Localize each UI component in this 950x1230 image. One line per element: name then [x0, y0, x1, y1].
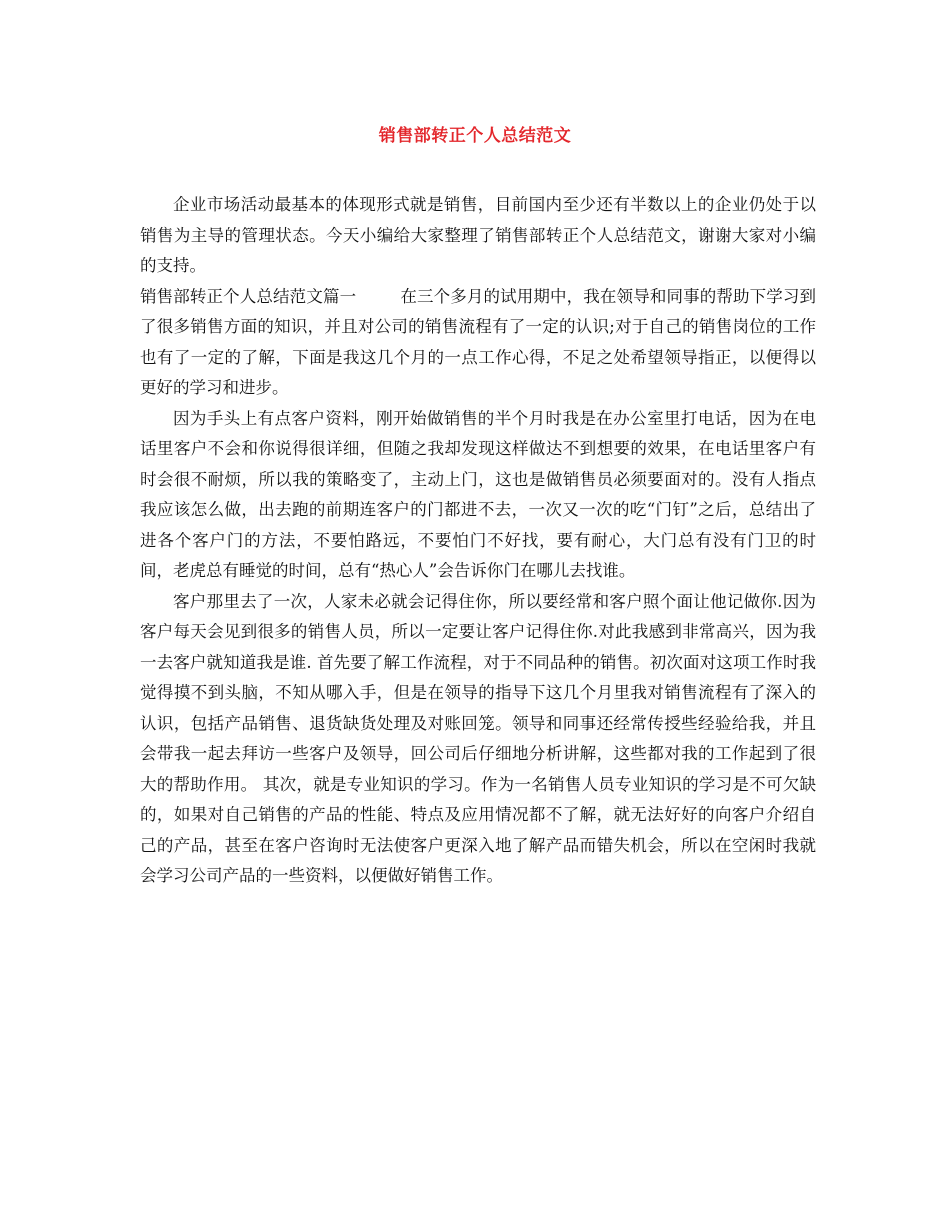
document-title: 销售部转正个人总结范文 — [378, 126, 572, 146]
section-first-text: 在三个多月的试用期中，我在领导和同事的帮助下学习到了很多销售方面的知识，并且对公司的销售流程有了一定的认识;对于自己的销售岗位的工作也有了一定的了解，下面是我这几个月的一点工作心得，不足之处希望领导指正，以便得以更好的学习和进步。 — [140, 286, 817, 397]
document-body — [140, 190, 816, 892]
section-heading: 销售部转正个人总结范文篇一 — [140, 286, 357, 306]
intro-paragraph: 企业市场活动最基本的体现形式就是销售，目前国内至少还有半数以上的企业仍处于以销售为主导的管理状态。今天小编给大家整理了销售部转正个人总结范文，谢谢大家对小编的支持。 — [140, 195, 816, 275]
body-paragraph-1: 因为手头上有点客户资料，刚开始做销售的半个月时我是在办公室里打电话，因为在电话里客户不会和你说得很详细，但随之我却发现这样做达不到想要的效果，在电话里客户有时会很不耐烦，所以我的策略变了，主动上门，这也是做销售员必须要面对的。没有人指点我应该怎么做，出去跑的前期连客户的门都进不去，一次又一次的吃“门钉”之后，总结出了进各个客户门的方法，不要怕路远，不要怕门不好找，要有耐心，大门总有没有门卫的时间，老虎总有睡觉的时间，总有“热心人”会告诉你门在哪儿去找谁。 — [140, 408, 816, 580]
body-paragraph-2: 客户那里去了一次，人家未必就会记得住你，所以要经常和客户照个面让他记做你.因为客户每天会见到很多的销售人员，所以一定要让客户记得住你.对此我感到非常高兴，因为我一去客户就知道我是谁. 首先要了解工作流程，对于不同品种的销售。初次面对这项工作时我觉得摸不到头脑，不知从哪入手，但是在领导的指导下这几个月里我对销售流程有了深入的认识，包括产品销售、退货缺货处理及对账回笼。领导和同事还经常传授些经验给我，并且会带我一起去拜访一些客户及领导，回公司后仔细地分析讲解，这些都对我的工作起到了很大的帮助作用。 其次，就是专业知识的学习。作为一名销售人员专业知识的学习是不可欠缺的，如果对自己销售的产品的性能、特点及应用情况都不了解，就无法好好的向客户介绍自己的产品，甚至在客户咨询时无法使客户更深入地了解产品而错失机会，所以在空闲时我就会学习公司产品的一些资料，以便做好销售工作。 — [140, 591, 816, 885]
section-one-paragraph — [140, 282, 816, 404]
